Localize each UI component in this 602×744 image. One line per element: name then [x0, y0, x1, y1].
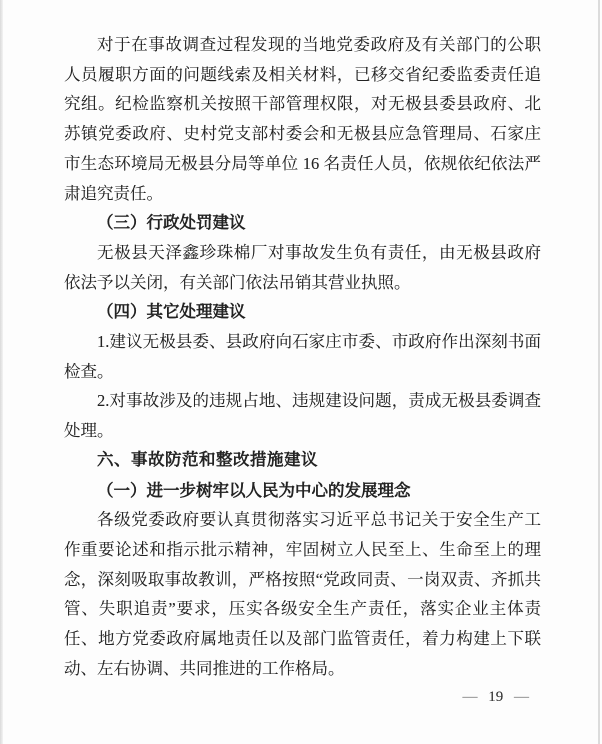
- page-number-dash-left: —: [462, 689, 478, 706]
- paragraph-discipline-accountability: 对于在事故调查过程发现的当地党委政府及有关部门的公职人员履职方面的问题线索及相关材料，已移交省纪委监委责任追究组。纪检监察机关按照干部管理权限，对无极县委县政府、北苏镇党委政府、史村党支部村委会和无极县应急管理局、石家庄市生态环境局无极县分局等单位 16 名责任人员，依规依纪依法严肃追究责任。: [64, 35, 541, 203]
- paragraph-factory-closure: 无极县天泽鑫珍珠棉厂对事故发生负有责任，由无极县政府依法予以关闭，有关部门依法吊销其营业执照。: [64, 242, 541, 292]
- scan-edge-left: [0, 0, 3, 744]
- paragraph-suggestion-item-1: 1.建议无极县委、县政府向石家庄市委、市政府作出深刻书面检查。: [64, 332, 541, 381]
- page-number: [64, 683, 541, 713]
- paragraph-suggestion-item-2: 2.对事故涉及的违规占地、违规建设问题，责成无极县委调查处理。: [64, 391, 541, 441]
- scan-edge-right: [598, 0, 600, 744]
- chapter-heading-prevention-measures: 六、事故防范和整改措施建议: [97, 450, 318, 469]
- paragraph-responsibility-implementation: 各级党委政府要认真贯彻落实习近平总书记关于安全生产工作重要论述和指示批示精神，牢固树立人民至上、生命至上的理念，深刻吸取事故教训，严格按照“党政同责、一岗双责、齐抓共管、失职追责”要求，压实各级安全生产责任，落实企业主体责任、地方党委政府属地责任以及部门监管责任，着力构建上下联动、左右协调、共同推进的工作格局。: [64, 510, 541, 678]
- section-heading-administrative-penalty: （三）行政处罚建议: [97, 213, 246, 233]
- page-number-dash-right: —: [514, 689, 529, 706]
- subsection-heading-people-centered: （一）进一步树牢以人民为中心的发展理念: [97, 480, 411, 500]
- page-number-value: 19: [488, 689, 504, 706]
- section-heading-other-handling: （四）其它处理建议: [97, 302, 246, 322]
- document-content: [64, 30, 541, 713]
